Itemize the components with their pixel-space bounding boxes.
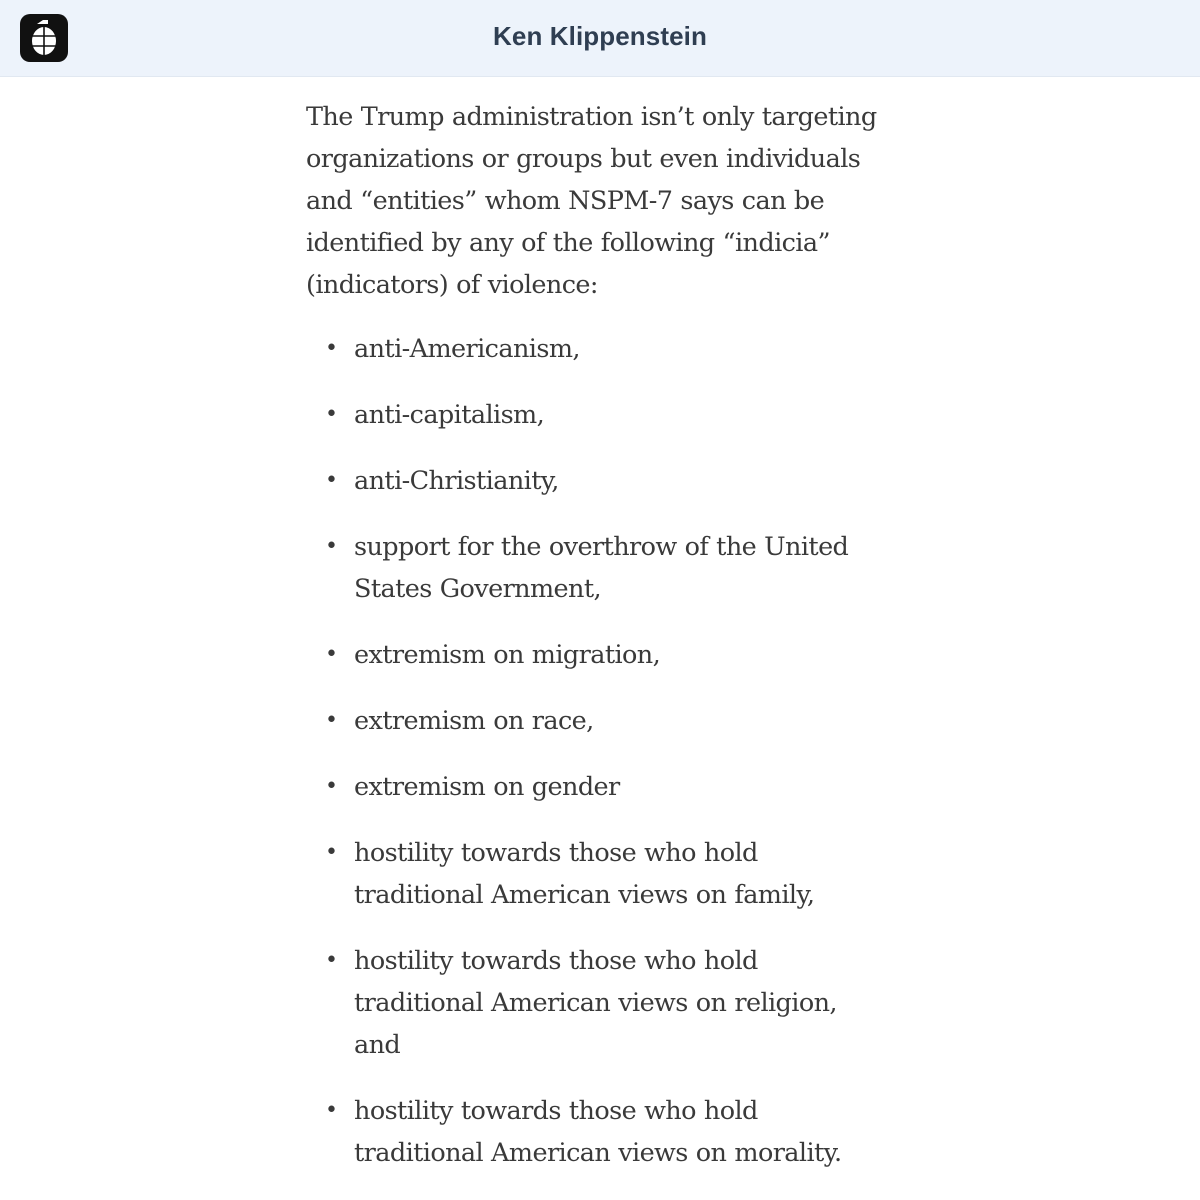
bullet-icon: •: [325, 1098, 338, 1123]
top-header: [0, 0, 1200, 77]
bullet-icon: •: [325, 534, 338, 559]
bullet-icon: •: [325, 336, 338, 361]
indicia-list: [306, 328, 906, 1174]
list-item: [306, 394, 874, 436]
bullet-icon: •: [325, 948, 338, 973]
list-item: [306, 700, 874, 742]
list-item-text: extremism on migration,: [354, 640, 661, 670]
list-item-text: support for the overthrow of the United States Government,: [354, 532, 849, 604]
bullet-icon: •: [325, 468, 338, 493]
list-item: [306, 1090, 874, 1174]
list-item-text: extremism on race,: [354, 706, 594, 736]
bullet-icon: •: [325, 642, 338, 667]
list-item: [306, 460, 874, 502]
list-item-text: extremism on gender: [354, 772, 620, 802]
list-item: [306, 940, 874, 1066]
list-item-text: anti-Americanism,: [354, 334, 580, 364]
list-item: [306, 328, 874, 370]
list-item-text: anti-Christianity,: [354, 466, 559, 496]
list-item-text: hostility towards those who hold traditional American views on family,: [354, 838, 815, 910]
intro-paragraph: The Trump administration isn’t only targeting organizations or groups but even individuals and “entities” whom NSPM-7 says can be identified by any of the following “indicia” (indicators) of violence:: [306, 102, 877, 300]
list-item-text: anti-capitalism,: [354, 400, 545, 430]
list-item: [306, 832, 874, 916]
list-item: [306, 634, 874, 676]
list-item: [306, 766, 874, 808]
site-title[interactable]: Ken Klippenstein: [493, 21, 707, 51]
bullet-icon: •: [325, 402, 338, 427]
article-body: [306, 96, 906, 1198]
list-item-text: hostility towards those who hold traditional American views on religion, and: [354, 946, 837, 1060]
bullet-icon: •: [325, 774, 338, 799]
bullet-icon: •: [325, 840, 338, 865]
bullet-icon: •: [325, 708, 338, 733]
list-item: [306, 526, 874, 610]
list-item-text: hostility towards those who hold traditional American views on morality.: [354, 1096, 842, 1168]
